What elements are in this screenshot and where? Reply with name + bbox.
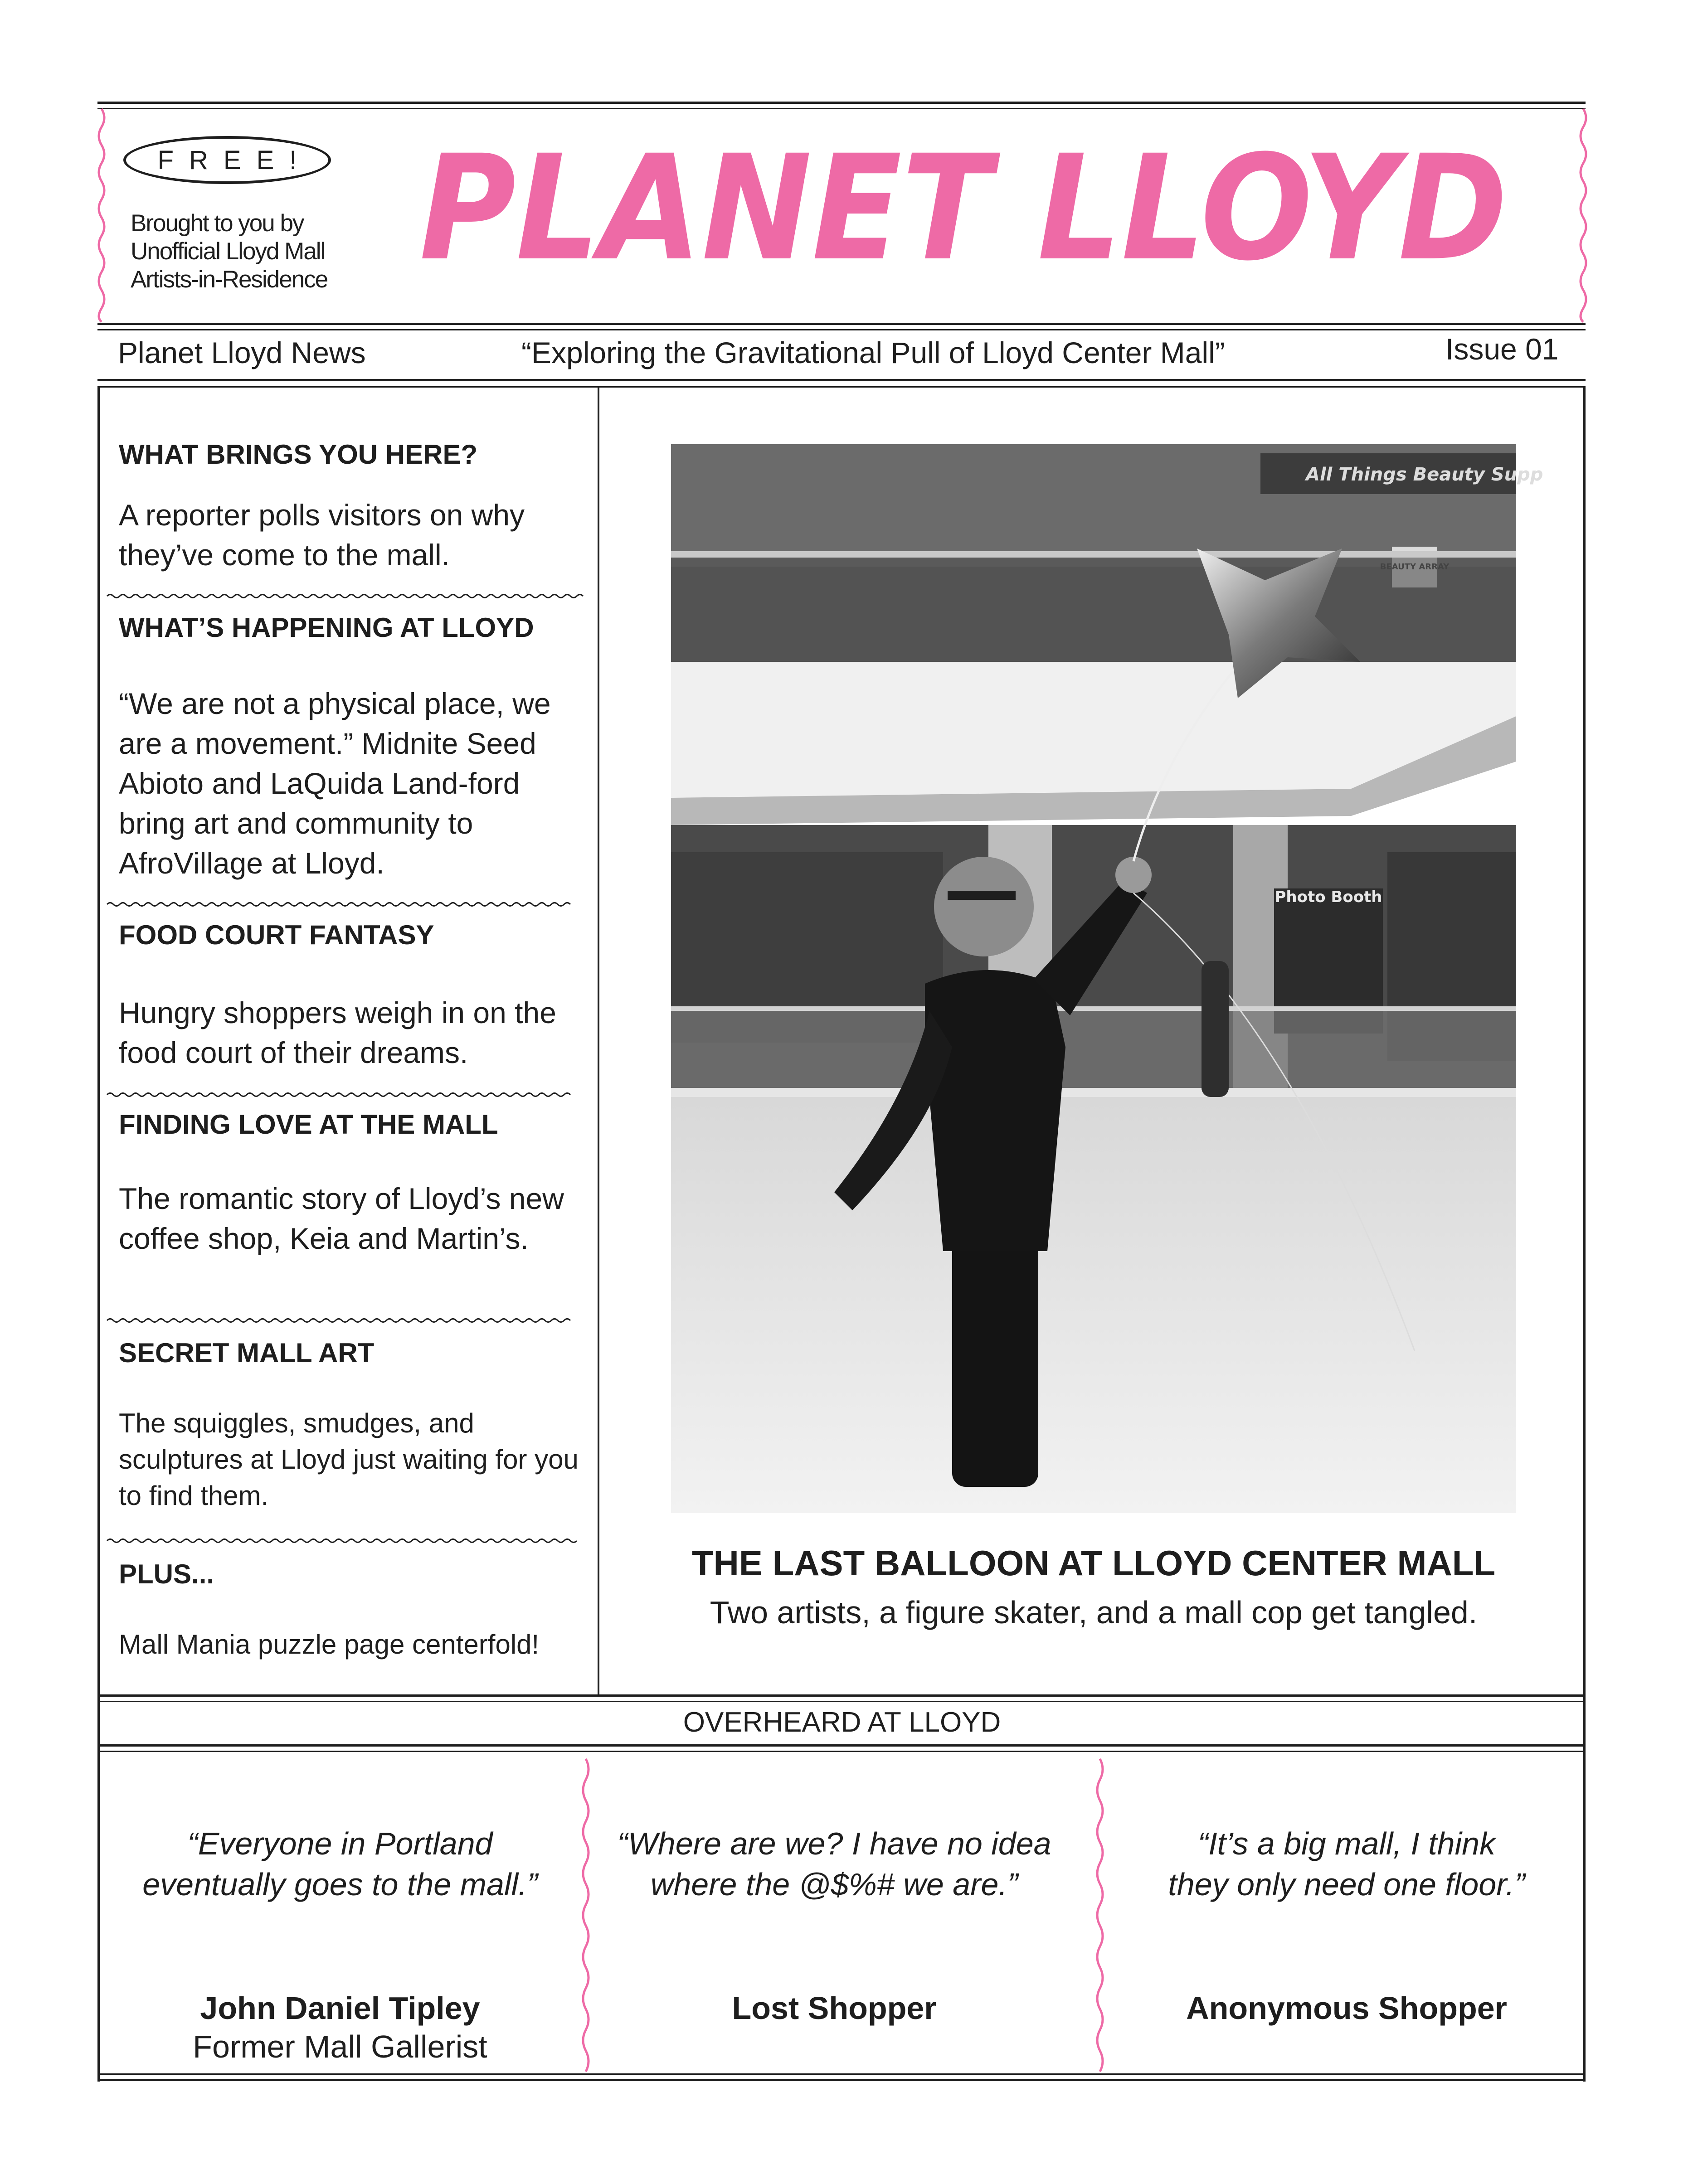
overheard-heading-rule-1 xyxy=(97,1744,1586,1747)
lower-railing-glass xyxy=(671,1011,1516,1088)
section-body: A reporter polls visitors on why they’ve come to the mall. xyxy=(119,498,525,572)
ribbon-left: Planet Lloyd News xyxy=(118,336,366,369)
man-torso xyxy=(925,970,1065,1251)
quote-attribution-name: Anonymous Shopper xyxy=(1186,1990,1507,2026)
upper-railing-glass xyxy=(671,558,1516,662)
masthead-bottom-rule-2 xyxy=(97,329,1586,330)
overheard-quote xyxy=(91,1823,589,1905)
credit-line: Brought to you by xyxy=(131,210,304,237)
photo-booth-sign: Photo Booth xyxy=(1275,888,1382,906)
quote-line: “Where are we? I have no idea xyxy=(617,1826,1051,1861)
bottom-rule-2 xyxy=(97,2079,1586,2081)
man-hand xyxy=(1115,857,1152,893)
column-divider xyxy=(598,386,599,1696)
masthead-right-squiggle xyxy=(1578,109,1589,322)
brought-by-credit xyxy=(131,209,384,294)
feature-photo xyxy=(671,444,1543,1513)
section-body: “We are not a physical place, we are a movement.” Midnite Seed Abioto and LaQuida Land-ford bring art and community to AfroVillage at Lloyd. xyxy=(119,687,551,880)
upper-railing xyxy=(671,551,1516,558)
quote-line: where the @$%# we are.” xyxy=(650,1867,1018,1902)
section-title: FINDING LOVE AT THE MALL xyxy=(119,1109,498,1140)
credit-line: Unofficial Lloyd Mall xyxy=(131,238,325,265)
rink-top-mask xyxy=(671,1088,1516,1097)
section-title: WHAT’S HAPPENING AT LLOYD xyxy=(119,612,534,643)
quote-line: eventually goes to the mall.” xyxy=(142,1867,538,1902)
overheard-quote xyxy=(585,1823,1084,1905)
section-divider-squiggle xyxy=(107,901,589,908)
quote-line: “It’s a big mall, I think xyxy=(1197,1826,1496,1861)
masthead-title xyxy=(410,122,1517,295)
masthead-title-text: PLANET LLOYD xyxy=(419,124,1508,293)
section-title: FOOD COURT FANTASY xyxy=(119,920,434,950)
quote-line: “Everyone in Portland xyxy=(187,1826,493,1861)
overheard-top-rule-2 xyxy=(97,1701,1586,1702)
section-divider-squiggle xyxy=(107,593,589,599)
ribbon-bottom-rule-2 xyxy=(97,386,1586,388)
bottom-rule-1 xyxy=(97,2073,1586,2075)
man-glasses xyxy=(948,891,1016,900)
man-legs xyxy=(952,1233,1038,1487)
feature-caption-subtitle: Two artists, a figure skater, and a mall cop get tangled. xyxy=(710,1595,1478,1630)
ribbon-bottom-rule-1 xyxy=(97,379,1586,381)
overheard-heading-rule-2 xyxy=(97,1751,1586,1752)
lower-railing xyxy=(671,1006,1516,1011)
rink-floor xyxy=(671,1097,1516,1513)
free-badge-text: FREE! xyxy=(157,145,312,175)
quote-attribution-name: John Daniel Tipley xyxy=(200,1990,480,2026)
free-badge xyxy=(123,136,331,184)
quote-line: they only need one floor.” xyxy=(1168,1867,1525,1902)
top-rule-2 xyxy=(97,108,1586,109)
masthead-bottom-rule-1 xyxy=(97,323,1586,325)
section-divider-squiggle xyxy=(107,1092,589,1098)
section-body: The romantic story of Lloyd’s new coffee shop, Keia and Martin’s. xyxy=(119,1182,564,1255)
overheard-heading: OVERHEARD AT LLOYD xyxy=(683,1707,1001,1738)
overheard-quote xyxy=(1097,1823,1596,1905)
section-body: The squiggles, smudges, and sculptures at Lloyd just waiting for you to find them. xyxy=(119,1408,579,1511)
distant-skater xyxy=(1202,961,1229,1097)
masthead-left-squiggle xyxy=(96,109,107,322)
man-head xyxy=(934,857,1034,956)
overheard-top-rule-1 xyxy=(97,1694,1586,1697)
section-title: WHAT BRINGS YOU HERE? xyxy=(119,439,478,470)
quote-attribution-name: Lost Shopper xyxy=(732,1990,937,2026)
quote-attribution-role: Former Mall Gallerist xyxy=(193,2029,487,2064)
top-rule-1 xyxy=(97,102,1586,104)
section-title: PLUS... xyxy=(119,1559,214,1589)
ribbon-tagline: “Exploring the Gravitational Pull of Lloyd Center Mall” xyxy=(521,336,1225,369)
ribbon-issue: Issue 01 xyxy=(1445,332,1559,366)
store-sign-text: All Things Beauty Supp xyxy=(1306,464,1543,485)
section-divider-squiggle xyxy=(107,1538,589,1544)
credit-line: Artists-in-Residence xyxy=(131,266,328,293)
section-body: Mall Mania puzzle page centerfold! xyxy=(119,1629,540,1660)
section-title: SECRET MALL ART xyxy=(119,1338,375,1368)
section-divider-squiggle xyxy=(107,1317,589,1324)
feature-caption-title: THE LAST BALLOON AT LLOYD CENTER MALL xyxy=(691,1543,1496,1583)
section-body: Hungry shoppers weigh in on the food court of their dreams. xyxy=(119,996,556,1069)
